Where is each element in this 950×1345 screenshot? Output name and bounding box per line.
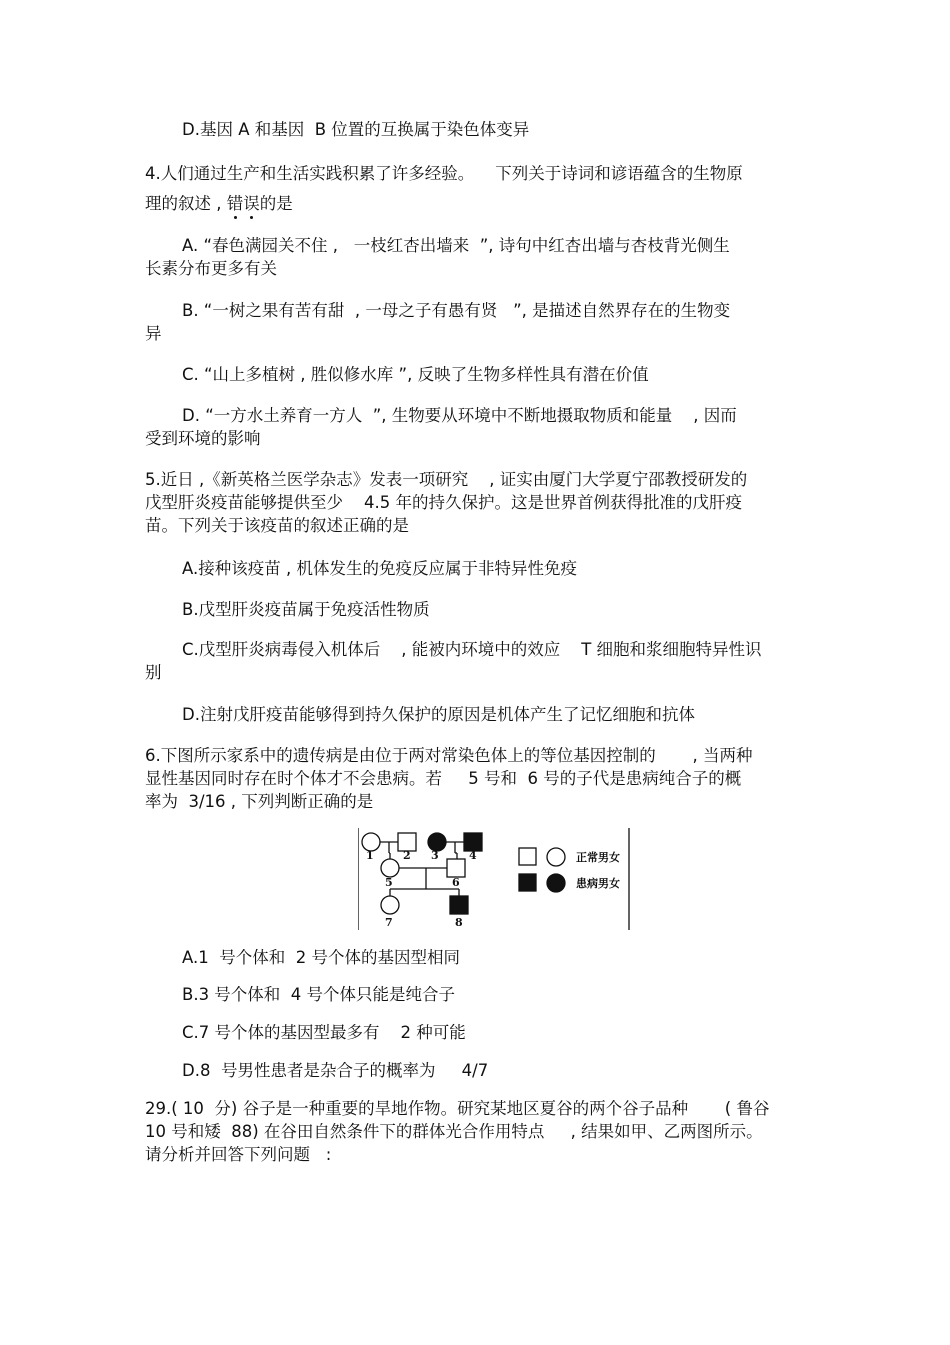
option-a-q6: A.1 号个体和 2 号个体的基因型相同 <box>182 948 460 967</box>
question-5-stem-line-2: 戊型肝炎疫苗能够提供至少 4.5 年的持久保护。这是世界首例获得批准的戊肝疫 <box>145 493 742 512</box>
question-29-stem-line-2: 10 号和矮 88) 在谷田自然条件下的群体光合作用特点 , 结果如甲、乙两图所示。 <box>145 1122 763 1141</box>
option-d-q4-line-1: D. “一方水土养育一方人 ”, 生物要从环境中不断地摄取物质和能量 , 因而 <box>182 406 737 425</box>
emphasis-char: 错 <box>226 194 244 213</box>
question-5-stem-line-3: 苗。下列关于该疫苗的叙述正确的是 <box>145 516 409 535</box>
option-d-q3: D.基因 A 和基因 B 位置的互换属于染色体变异 <box>182 120 530 139</box>
option-c-q4: C. “山上多植树 , 胜似修水库 ”, 反映了生物多样性具有潜在价值 <box>182 365 649 384</box>
question-29-stem-line-1: 29.( 10 分) 谷子是一种重要的旱地作物。研究某地区夏谷的两个谷子品种 ( 鲁谷 <box>145 1099 770 1118</box>
legend-affected-female <box>547 874 565 892</box>
individual-7-normal-female <box>381 896 399 914</box>
option-b-q5: B.戊型肝炎疫苗属于免疫活性物质 <box>182 600 430 619</box>
option-a-q4-line-1: A. “春色满园关不住 , 一枝红杏出墙来 ”, 诗句中红杏出墙与杏枝背光侧生 <box>182 236 730 255</box>
question-5-stem-line-1: 5.近日 ,《新英格兰医学杂志》发表一项研究 , 证实由厦门大学夏宁邵教授研发的 <box>145 470 748 489</box>
option-b-q6: B.3 号个体和 4 号个体只能是纯合子 <box>182 985 456 1004</box>
legend-normal-female <box>547 848 565 866</box>
option-b-q4-line-1: B. “一树之果有苦有甜 , 一母之子有愚有贤 ”, 是描述自然界存在的生物变 <box>182 301 731 320</box>
question-6-stem-line-3: 率为 3/16 , 下列判断正确的是 <box>145 792 374 811</box>
legend-normal-male <box>519 848 536 865</box>
legend-affected-text: 患病男女 <box>576 877 620 890</box>
option-c-q6: C.7 号个体的基因型最多有 2 种可能 <box>182 1023 466 1042</box>
individual-5-normal-female <box>381 859 399 877</box>
emphasis-char: 误 <box>243 194 260 213</box>
legend-normal-text: 正常男女 <box>576 851 620 864</box>
individual-8-affected-male <box>450 896 468 914</box>
option-d-q5: D.注射戊肝疫苗能够得到持久保护的原因是机体产生了记忆细胞和抗体 <box>182 705 695 724</box>
question-6-stem-line-1: 6.下图所示家系中的遗传病是由位于两对常染色体上的等位基因控制的 , 当两种 <box>145 746 753 765</box>
legend-affected-male <box>519 874 536 891</box>
label-1: 1 <box>366 849 374 862</box>
individual-6-normal-male <box>447 859 465 877</box>
label-3: 3 <box>431 849 439 862</box>
option-d-q6: D.8 号男性患者是杂合子的概率为 4/7 <box>182 1061 489 1080</box>
pedigree-chart <box>358 828 632 932</box>
option-a-q4-line-2: 长素分布更多有关 <box>145 259 277 278</box>
label-5: 5 <box>385 876 393 889</box>
label-6: 6 <box>452 876 460 889</box>
label-8: 8 <box>455 916 463 929</box>
label-4: 4 <box>469 849 477 862</box>
option-b-q4-line-2: 异 <box>145 324 162 343</box>
label-7: 7 <box>385 916 393 929</box>
label-2: 2 <box>403 849 411 862</box>
option-c-q5-line-2: 别 <box>145 663 162 682</box>
question-6-stem-line-2: 显性基因同时存在时个体才不会患病。若 5 号和 6 号的子代是患病纯合子的概 <box>145 769 742 788</box>
option-c-q5-line-1: C.戊型肝炎病毒侵入机体后 , 能被内环境中的效应 T 细胞和浆细胞特异性识 <box>182 640 762 659</box>
question-29-stem-line-3: 请分析并回答下列问题 : <box>145 1145 332 1164</box>
option-a-q5: A.接种该疫苗 , 机体发生的免疫反应属于非特异性免疫 <box>182 559 577 578</box>
question-4-stem-line-2: 理的叙述 , 错误的是 <box>145 194 293 213</box>
question-4-stem-line-1: 4.人们通过生产和生活实践积累了许多经验。 下列关于诗词和谚语蕴含的生物原 <box>145 164 743 183</box>
option-d-q4-line-2: 受到环境的影响 <box>145 429 261 448</box>
